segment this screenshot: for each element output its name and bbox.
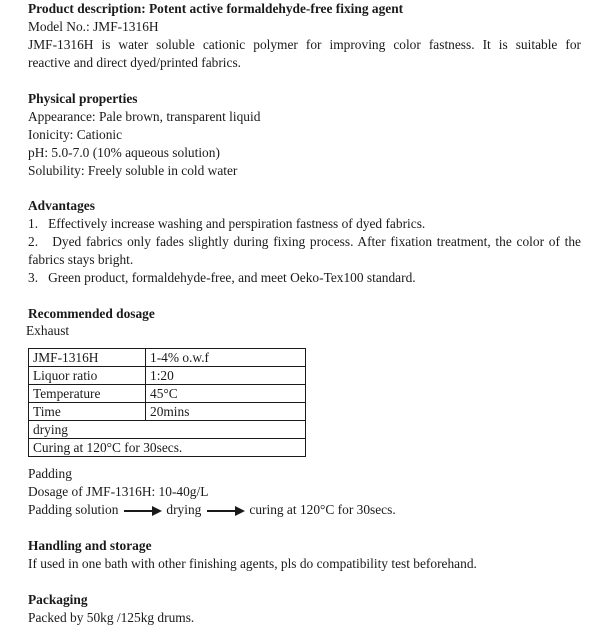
property-ph: pH: 5.0-7.0 (10% aqueous solution) xyxy=(28,145,220,160)
table-cell: 1:20 xyxy=(146,367,306,385)
intro-line-1: JMF-1316H is water soluble cationic polymer for improving color fastness. It is suitable for xyxy=(28,37,581,52)
table-cell: 20mins xyxy=(146,403,306,421)
advantages-heading: Advantages xyxy=(28,198,95,213)
intro-line-2: reactive and direct dyed/printed fabrics. xyxy=(28,55,242,70)
product-description-heading: Product description: Potent active formaldehyde-free fixing agent xyxy=(28,1,404,16)
advantage-item-2-line-1: 2. Dyed fabrics only fades slightly during fixing process. After fixation treatment, the color of the xyxy=(28,234,581,249)
padding-solution-text: Padding solution xyxy=(28,502,119,517)
padding-dosage: Dosage of JMF-1316H: 10-40g/L xyxy=(28,484,209,499)
recommended-dosage-heading: Recommended dosage xyxy=(28,306,155,321)
padding-label: Padding xyxy=(28,466,72,481)
exhaust-label: Exhaust xyxy=(26,323,70,338)
physical-properties-heading: Physical properties xyxy=(28,91,138,106)
table-cell: drying xyxy=(29,421,306,439)
table-cell: Curing at 120°C for 30secs. xyxy=(29,439,306,457)
padding-drying-text: drying xyxy=(166,502,202,517)
table-row xyxy=(29,385,306,403)
table-cell: 1-4% o.w.f xyxy=(146,349,306,367)
handling-storage-heading: Handling and storage xyxy=(28,538,152,553)
packaging-text: Packed by 50kg /125kg drums. xyxy=(28,610,195,625)
padding-process xyxy=(28,501,396,518)
table-row xyxy=(29,421,306,439)
property-ionicity: Ionicity: Cationic xyxy=(28,127,123,142)
table-cell: Temperature xyxy=(29,385,146,403)
table-row xyxy=(29,403,306,421)
advantage-item-2-line-2: fabrics stays bright. xyxy=(28,252,134,267)
table-row xyxy=(29,367,306,385)
table-cell: JMF-1316H xyxy=(29,349,146,367)
table-cell: 45°C xyxy=(146,385,306,403)
advantage-item-3: 3. Green product, formaldehyde-free, and meet Oeko-Tex100 standard. xyxy=(28,270,416,285)
arrow-right-icon xyxy=(122,506,162,516)
table-cell: Time xyxy=(29,403,146,421)
handling-storage-text: If used in one bath with other finishing agents, pls do compatibility test beforehand. xyxy=(28,556,477,571)
padding-curing-text: curing at 120°C for 30secs. xyxy=(249,502,396,517)
exhaust-table xyxy=(28,348,306,457)
packaging-heading: Packaging xyxy=(28,592,88,607)
property-solubility: Solubility: Freely soluble in cold water xyxy=(28,163,238,178)
model-number: Model No.: JMF-1316H xyxy=(28,19,159,34)
table-cell: Liquor ratio xyxy=(29,367,146,385)
table-row xyxy=(29,439,306,457)
arrow-right-icon xyxy=(205,506,245,516)
advantage-item-1: 1. Effectively increase washing and perspiration fastness of dyed fabrics. xyxy=(28,216,426,231)
property-appearance: Appearance: Pale brown, transparent liquid xyxy=(28,109,261,124)
table-row xyxy=(29,349,306,367)
